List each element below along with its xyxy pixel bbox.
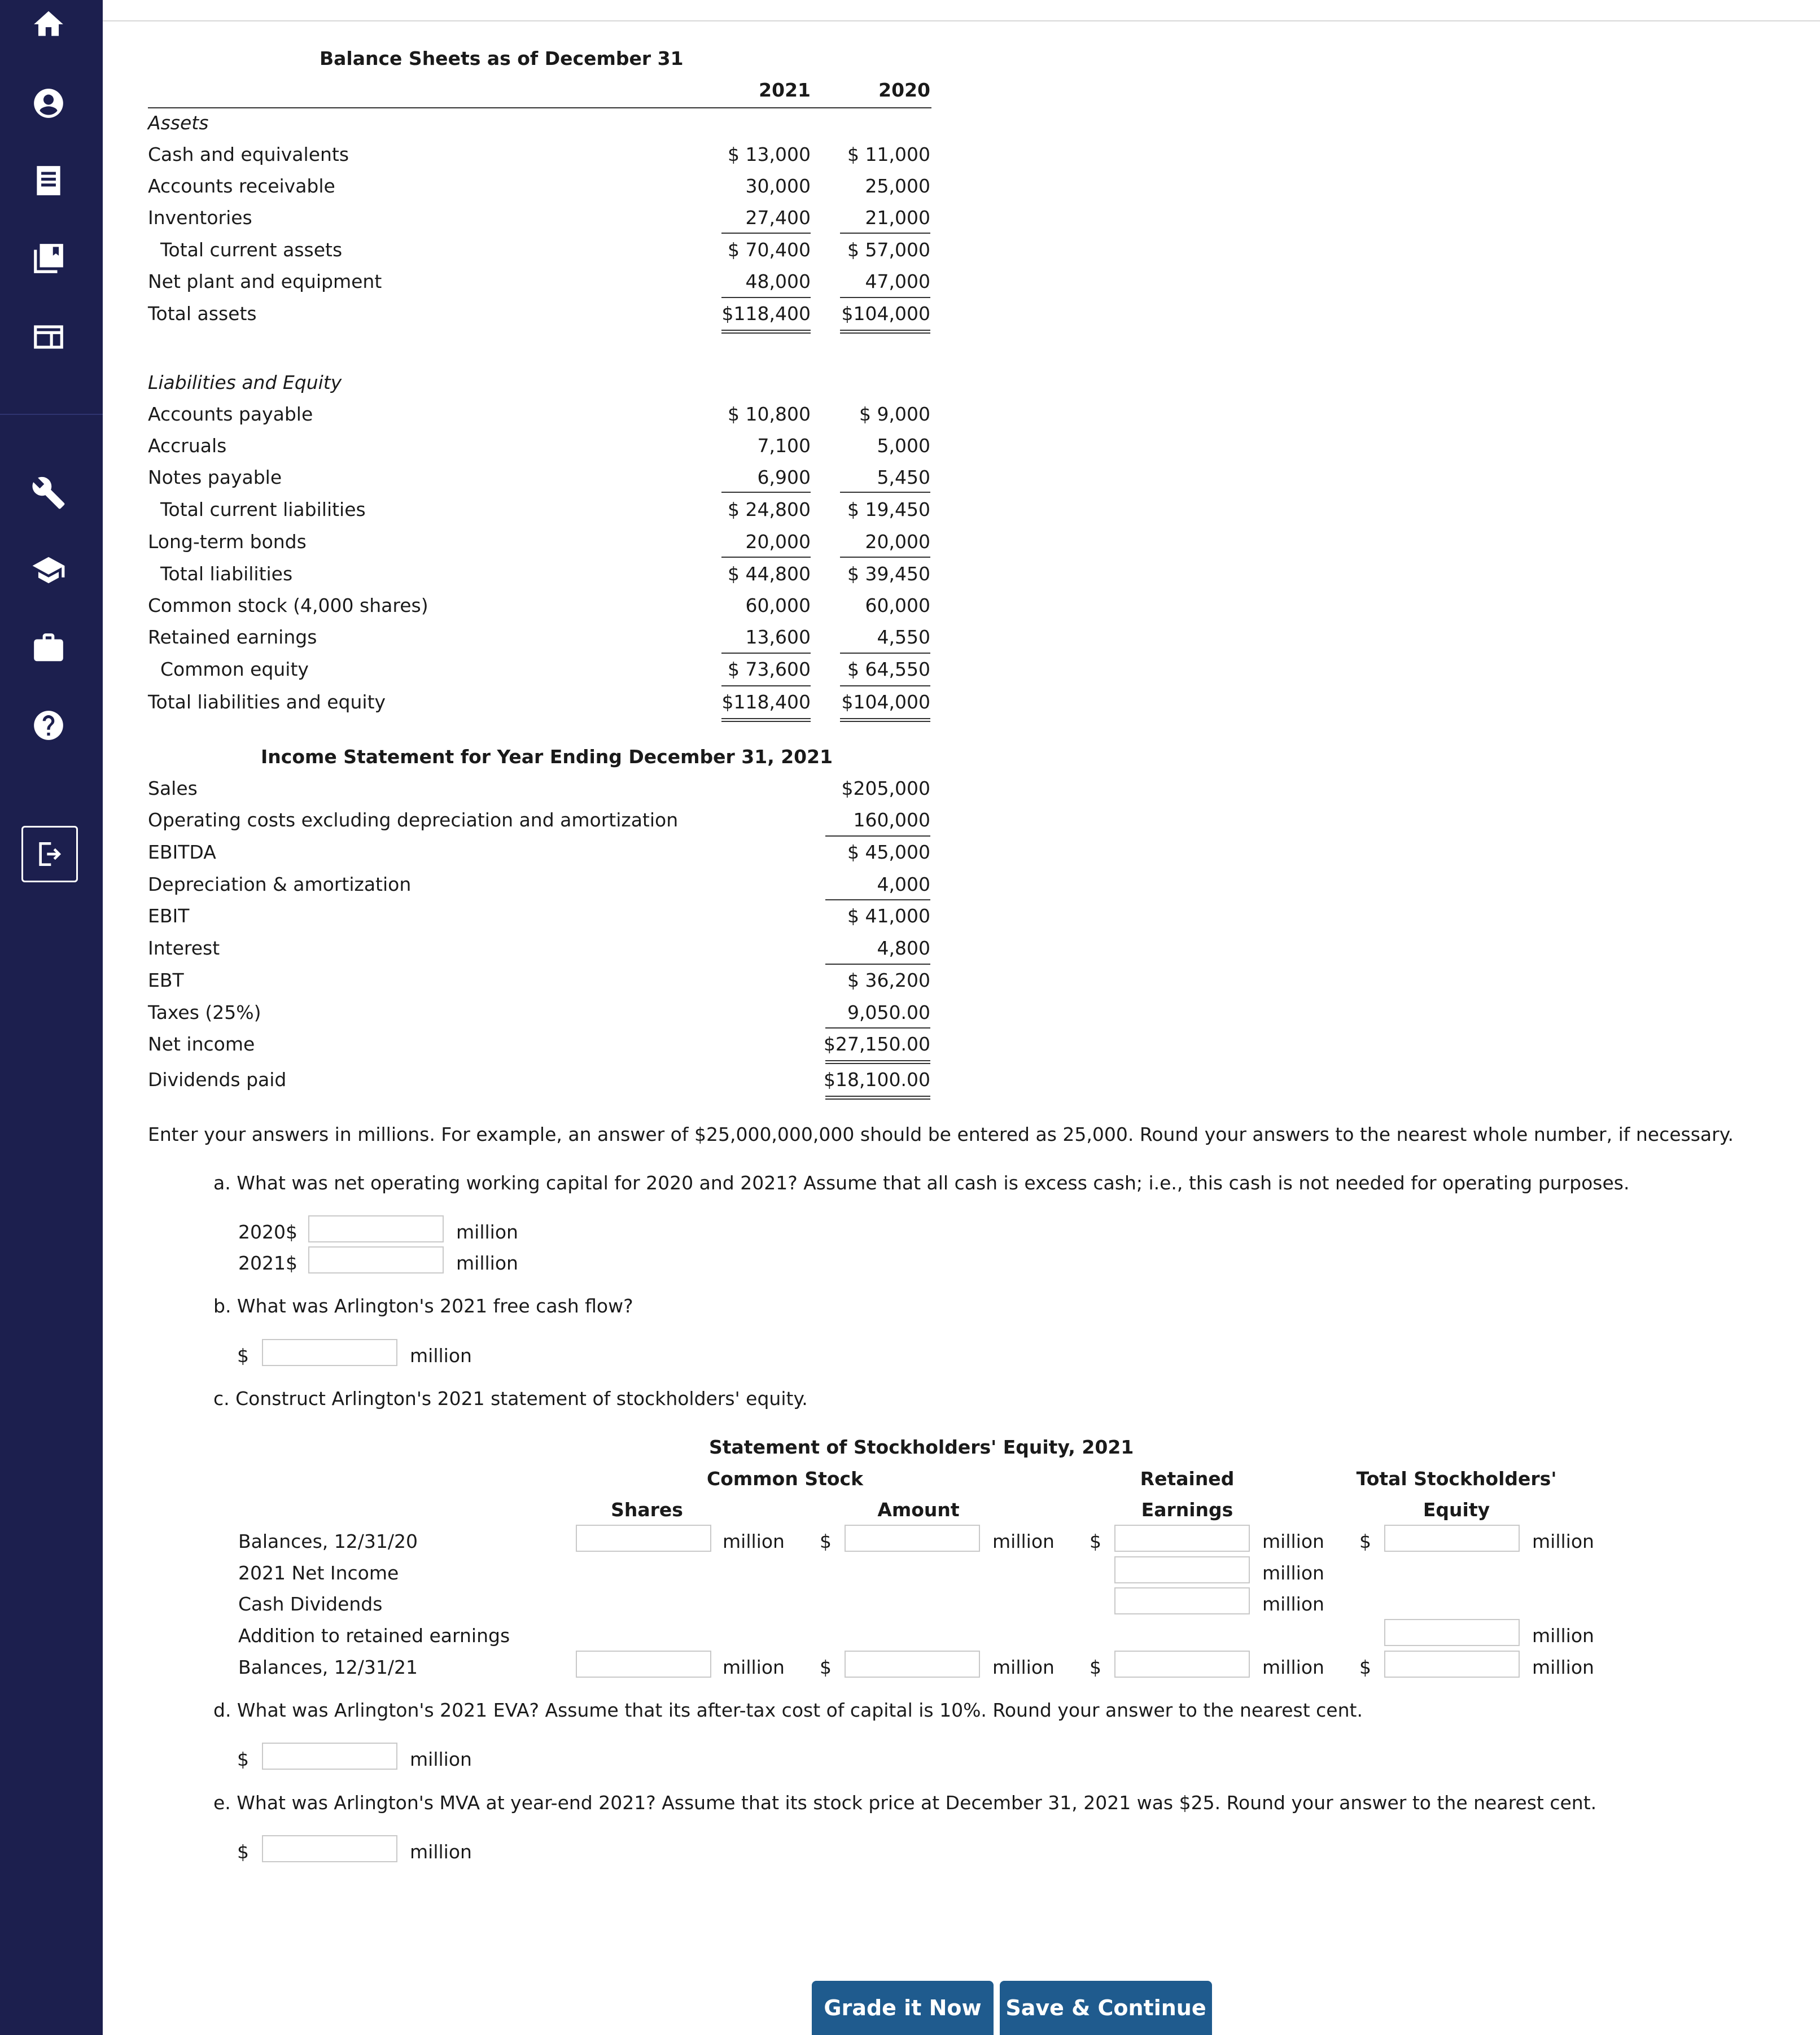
- profile-icon[interactable]: [29, 84, 68, 123]
- sidebar-divider: [0, 414, 103, 415]
- unit-million: million: [456, 1252, 518, 1274]
- question-e: e. What was Arlington's MVA at year-end 2021? Assume that its stock price at December 31, 2021 was $25. Round your answer to the nearest cent.: [213, 1792, 1597, 1814]
- income-statement-title: Income Statement for Year Ending December 31, 2021: [261, 746, 833, 768]
- grade-it-now-button[interactable]: Grade it Now: [812, 1981, 994, 2035]
- total-double-rule: [840, 718, 930, 722]
- subtotal-rule: [721, 557, 811, 558]
- balance-sheet-title: Balance Sheets as of December 31: [320, 47, 684, 69]
- question-c: c. Construct Arlington's 2021 statement of stockholders' equity.: [213, 1388, 808, 1410]
- total-double-rule: [825, 1060, 930, 1064]
- wrench-icon[interactable]: [29, 473, 68, 513]
- save-continue-button[interactable]: Save & Continue: [1000, 1981, 1212, 2035]
- question-b: b. What was Arlington's 2021 free cash flow?: [213, 1295, 633, 1317]
- shares-2020-input[interactable]: [576, 1525, 711, 1552]
- subtotal-rule: [825, 964, 930, 965]
- document-icon[interactable]: [29, 161, 68, 200]
- liabilities-header: Liabilities and Equity: [148, 371, 342, 393]
- unit-million: million: [410, 1748, 472, 1770]
- unit-million: million: [410, 1841, 472, 1863]
- equity-header: Equity: [1423, 1499, 1490, 1521]
- common-stock-header: Common Stock: [707, 1468, 864, 1490]
- logout-icon: [34, 838, 65, 870]
- retained-header: Retained: [1140, 1468, 1235, 1490]
- library-icon[interactable]: [29, 239, 68, 278]
- instructions-text: Enter your answers in millions. For example, an answer of $25,000,000,000 should be entered as 25,000. Round your answers to the nearest whole number, if necessary.: [148, 1123, 1734, 1145]
- subtotal-rule: [840, 557, 930, 558]
- question-d: d. What was Arlington's 2021 EVA? Assume that its after-tax cost of capital is 10%. Round your answer to the nearest cent.: [213, 1699, 1363, 1721]
- cash-dividends-input[interactable]: [1114, 1587, 1250, 1614]
- fcf-input[interactable]: [262, 1339, 397, 1366]
- help-icon[interactable]: [29, 706, 68, 745]
- home-icon[interactable]: [29, 5, 68, 44]
- subtotal-rule: [721, 685, 811, 686]
- nowc-2021-input[interactable]: [308, 1246, 444, 1273]
- subtotal-rule: [840, 685, 930, 686]
- graduation-cap-icon[interactable]: [29, 550, 68, 590]
- equity-table-title: Statement of Stockholders' Equity, 2021: [709, 1436, 1134, 1458]
- briefcase-icon[interactable]: [29, 628, 68, 668]
- col-header-2020: 2020: [878, 79, 930, 101]
- assets-header: Assets: [148, 112, 209, 134]
- retained-2021-input[interactable]: [1114, 1651, 1250, 1678]
- total-equity-2020-input[interactable]: [1384, 1525, 1520, 1552]
- subtotal-rule: [840, 297, 930, 298]
- card-icon[interactable]: [29, 317, 68, 357]
- sidebar: [0, 0, 103, 2035]
- subtotal-rule: [721, 297, 811, 298]
- subtotal-rule: [840, 233, 930, 234]
- label-2021: 2021$: [238, 1252, 298, 1274]
- subtotal-rule: [825, 835, 930, 837]
- net-income-input[interactable]: [1114, 1556, 1250, 1583]
- total-double-rule: [840, 330, 930, 334]
- amount-header: Amount: [877, 1499, 960, 1521]
- retained-2020-input[interactable]: [1114, 1525, 1250, 1552]
- unit-million: million: [456, 1221, 518, 1243]
- earnings-header: Earnings: [1141, 1499, 1233, 1521]
- unit-million: million: [410, 1345, 472, 1367]
- logout-button[interactable]: [21, 826, 78, 882]
- dollar-sign: $: [237, 1345, 249, 1367]
- label-2020: 2020$: [238, 1221, 298, 1243]
- dollar-sign: $: [237, 1748, 249, 1770]
- total-double-rule: [721, 718, 811, 722]
- shares-2021-input[interactable]: [576, 1651, 711, 1678]
- total-equity-2021-input[interactable]: [1384, 1651, 1520, 1678]
- subtotal-rule: [825, 1027, 930, 1029]
- eva-input[interactable]: [262, 1743, 397, 1770]
- subtotal-rule: [721, 492, 811, 493]
- amount-2021-input[interactable]: [845, 1651, 980, 1678]
- header-rule: [148, 107, 931, 108]
- amount-2020-input[interactable]: [845, 1525, 980, 1552]
- total-se-header: Total Stockholders': [1356, 1468, 1557, 1490]
- subtotal-rule: [840, 492, 930, 493]
- mva-input[interactable]: [262, 1835, 397, 1862]
- subtotal-rule: [825, 899, 930, 900]
- subtotal-rule: [721, 653, 811, 654]
- addition-retained-input[interactable]: [1384, 1619, 1520, 1646]
- question-a: a. What was net operating working capital for 2020 and 2021? Assume that all cash is excess cash; i.e., this cash is not needed for operating purposes.: [213, 1172, 1630, 1194]
- col-header-2021: 2021: [759, 79, 811, 101]
- dollar-sign: $: [237, 1841, 249, 1863]
- subtotal-rule: [721, 233, 811, 234]
- subtotal-rule: [840, 653, 930, 654]
- nowc-2020-input[interactable]: [308, 1215, 444, 1242]
- total-double-rule: [825, 1096, 930, 1100]
- shares-header: Shares: [611, 1499, 683, 1521]
- top-border: [103, 20, 1820, 21]
- total-double-rule: [721, 330, 811, 334]
